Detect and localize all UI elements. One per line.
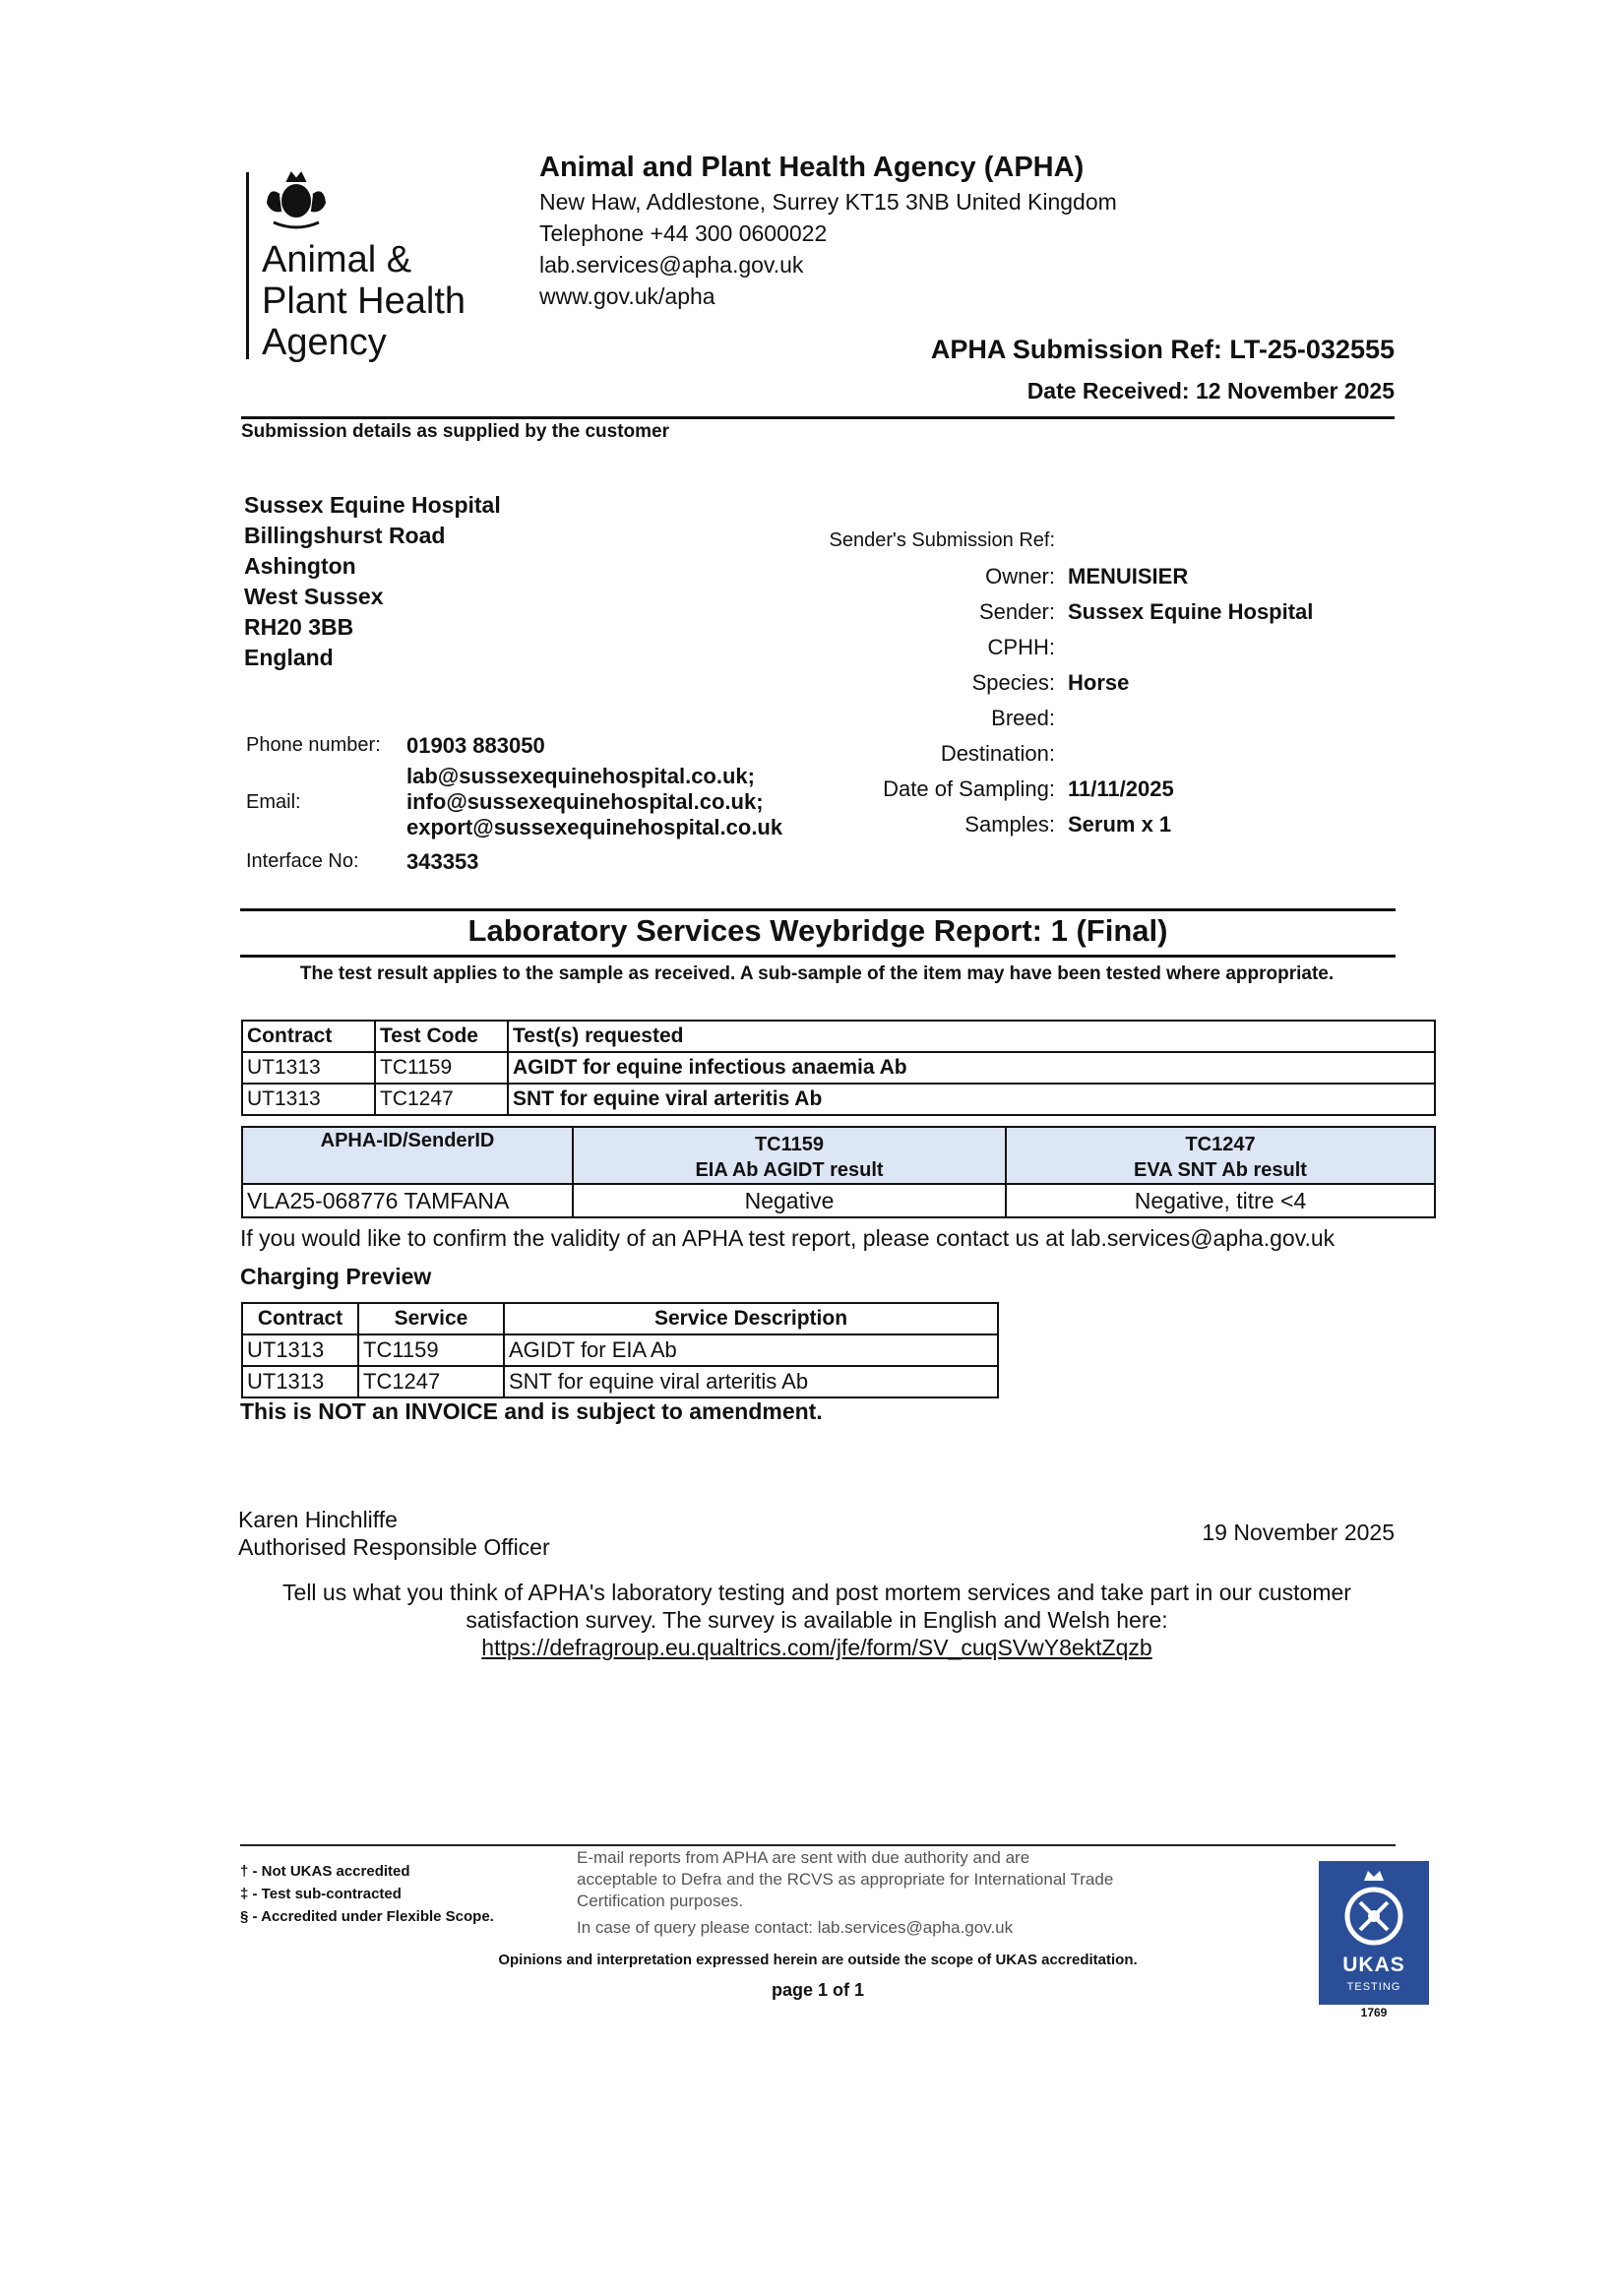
table-cell: AGIDT for equine infectious anaemia Ab xyxy=(508,1052,1435,1084)
interface-value: 343353 xyxy=(406,849,479,874)
test-name: EVA SNT Ab result xyxy=(1134,1159,1307,1181)
table-header-row xyxy=(242,1303,998,1334)
table-cell: SNT for equine viral arteritis Ab xyxy=(508,1084,1435,1115)
logo-divider xyxy=(246,172,249,359)
address-line: RH20 3BB xyxy=(244,614,354,640)
ukas-crown-icon xyxy=(1319,1867,1429,1952)
signer-title: Authorised Responsible Officer xyxy=(238,1534,550,1560)
email-value: info@sussexequinehospital.co.uk; xyxy=(406,789,764,814)
logo-text-line: Agency xyxy=(262,322,387,363)
detail-label: Samples: xyxy=(964,812,1055,837)
ukas-word: UKAS xyxy=(1342,1954,1405,1976)
legend-item: ‡ - Test sub-contracted xyxy=(240,1886,402,1902)
validity-text: If you would like to confirm the validity of an APHA test report, please contact us at lab.services@apha.gov.uk xyxy=(240,1225,1336,1251)
agency-name: Animal and Plant Health Agency (APHA) xyxy=(539,152,1085,183)
test-name: EIA Ab AGIDT result xyxy=(695,1159,884,1181)
table-row xyxy=(242,1184,1435,1217)
ukas-number: 1769 xyxy=(1360,2006,1388,2019)
column-header: Test Code xyxy=(375,1021,508,1052)
interface-label: Interface No: xyxy=(246,850,359,872)
header-divider xyxy=(241,416,1395,419)
agency-address: New Haw, Addlestone, Surrey KT15 3NB United Kingdom xyxy=(539,189,1117,215)
email-note-line: acceptable to Defra and the RCVS as appropriate for International Trade xyxy=(577,1870,1114,1889)
table-row xyxy=(242,1084,1435,1115)
agency-website: www.gov.uk/apha xyxy=(539,283,715,309)
address-line: Ashington xyxy=(244,553,356,579)
table-header-row xyxy=(242,1127,1435,1184)
address-line: West Sussex xyxy=(244,584,384,609)
survey-link[interactable]: https://defragroup.eu.qualtrics.com/jfe/form/SV_cuqSVwY8ektZqzb xyxy=(481,1635,1152,1660)
table-row xyxy=(242,1052,1435,1084)
table-cell: UT1313 xyxy=(242,1334,358,1366)
email-note-line: Certification purposes. xyxy=(577,1892,744,1910)
test-code: TC1159 xyxy=(754,1134,825,1155)
logo-text-line: Plant Health xyxy=(262,280,466,322)
survey-block xyxy=(236,1579,1398,1661)
charging-table xyxy=(241,1302,999,1398)
sample-id: VLA25-068776 TAMFANA xyxy=(242,1184,573,1217)
detail-value: Sussex Equine Hospital xyxy=(1068,599,1314,624)
page-number: page 1 of 1 xyxy=(771,1980,865,2000)
report-divider-bottom xyxy=(240,955,1396,958)
ukas-sub: TESTING xyxy=(1346,1981,1401,1993)
table-cell: TC1247 xyxy=(375,1084,508,1115)
detail-label: CPHH: xyxy=(987,635,1055,659)
logo-text-line: Animal & xyxy=(262,239,412,280)
report-note: The test result applies to the sample as received. A sub-sample of the item may have been tested where appropriate. xyxy=(299,963,1335,984)
column-header: Service xyxy=(358,1303,504,1334)
table-header-row xyxy=(242,1021,1435,1052)
charging-title: Charging Preview xyxy=(240,1264,432,1289)
table-cell: AGIDT for EIA Ab xyxy=(504,1334,998,1366)
table-cell: SNT for equine viral arteritis Ab xyxy=(504,1366,998,1397)
column-header: APHA-ID/SenderID xyxy=(242,1127,573,1184)
detail-label: Date of Sampling: xyxy=(883,776,1055,801)
email-value: export@sussexequinehospital.co.uk xyxy=(406,815,783,839)
results-table xyxy=(241,1126,1436,1218)
date-received: Date Received: 12 November 2025 xyxy=(1026,378,1395,403)
column-header: Test(s) requested xyxy=(508,1021,1435,1052)
table-cell: UT1313 xyxy=(242,1366,358,1397)
signer-block xyxy=(238,1506,550,1561)
detail-label: Breed: xyxy=(991,706,1055,730)
invoice-note: This is NOT an INVOICE and is subject to amendment. xyxy=(240,1398,823,1424)
column-header xyxy=(573,1127,1006,1184)
address-line: England xyxy=(244,645,334,670)
phone-label: Phone number: xyxy=(246,734,381,756)
ukas-badge xyxy=(1319,1861,1429,2005)
submission-caption: Submission details as supplied by the customer xyxy=(241,421,669,442)
report-divider-top xyxy=(240,908,1396,911)
table-cell: TC1247 xyxy=(358,1366,504,1397)
email-label: Email: xyxy=(246,791,301,813)
detail-value: Horse xyxy=(1068,670,1130,695)
column-header xyxy=(1006,1127,1435,1184)
email-note-line: E-mail reports from APHA are sent with due authority and are xyxy=(577,1848,1030,1867)
column-header: Service Description xyxy=(504,1303,998,1334)
column-header: Contract xyxy=(242,1303,358,1334)
address-line: Billingshurst Road xyxy=(244,523,446,548)
detail-value: 11/11/2025 xyxy=(1068,776,1174,801)
footer-divider xyxy=(240,1844,1396,1846)
survey-text: Tell us what you think of APHA's laboratory testing and post mortem services and take part in our customer xyxy=(282,1580,1351,1605)
table-row xyxy=(242,1334,998,1366)
result-cell: Negative xyxy=(573,1184,1006,1217)
detail-label: Sender: xyxy=(978,599,1055,624)
agency-telephone: Telephone +44 300 0600022 xyxy=(539,220,828,246)
address-line: Sussex Equine Hospital xyxy=(244,492,501,518)
signer-name: Karen Hinchliffe xyxy=(238,1507,398,1532)
legend-item: † - Not UKAS accredited xyxy=(240,1863,410,1880)
detail-value: Serum x 1 xyxy=(1068,812,1172,837)
table-cell: TC1159 xyxy=(375,1052,508,1084)
report-title: Laboratory Services Weybridge Report: 1 (Final) xyxy=(467,913,1168,948)
table-cell: UT1313 xyxy=(242,1052,375,1084)
detail-label: Destination: xyxy=(940,741,1055,766)
submission-ref: APHA Submission Ref: LT-25-032555 xyxy=(930,335,1395,364)
signature-date: 19 November 2025 xyxy=(1202,1520,1395,1545)
test-code: TC1247 xyxy=(1185,1134,1256,1155)
email-value: lab@sussexequinehospital.co.uk; xyxy=(406,764,755,788)
agency-email: lab.services@apha.gov.uk xyxy=(539,252,804,278)
result-cell: Negative, titre <4 xyxy=(1006,1184,1435,1217)
query-note: In case of query please contact: lab.services@apha.gov.uk xyxy=(577,1918,1014,1937)
detail-label: Species: xyxy=(971,670,1055,695)
detail-value: MENUISIER xyxy=(1068,564,1189,589)
phone-value: 01903 883050 xyxy=(406,733,545,758)
legend-item: § - Accredited under Flexible Scope. xyxy=(240,1908,494,1925)
detail-label: Sender's Submission Ref: xyxy=(829,529,1055,551)
tests-table xyxy=(241,1020,1436,1116)
detail-label: Owner: xyxy=(985,564,1055,589)
table-cell: UT1313 xyxy=(242,1084,375,1115)
opinion-note: Opinions and interpretation expressed herein are outside the scope of UKAS accreditation. xyxy=(498,1952,1138,1968)
table-cell: TC1159 xyxy=(358,1334,504,1366)
table-row xyxy=(242,1366,998,1397)
survey-text: satisfaction survey. The survey is available in English and Welsh here: xyxy=(466,1607,1168,1633)
column-header: Contract xyxy=(242,1021,375,1052)
royal-crest-icon xyxy=(258,167,335,236)
